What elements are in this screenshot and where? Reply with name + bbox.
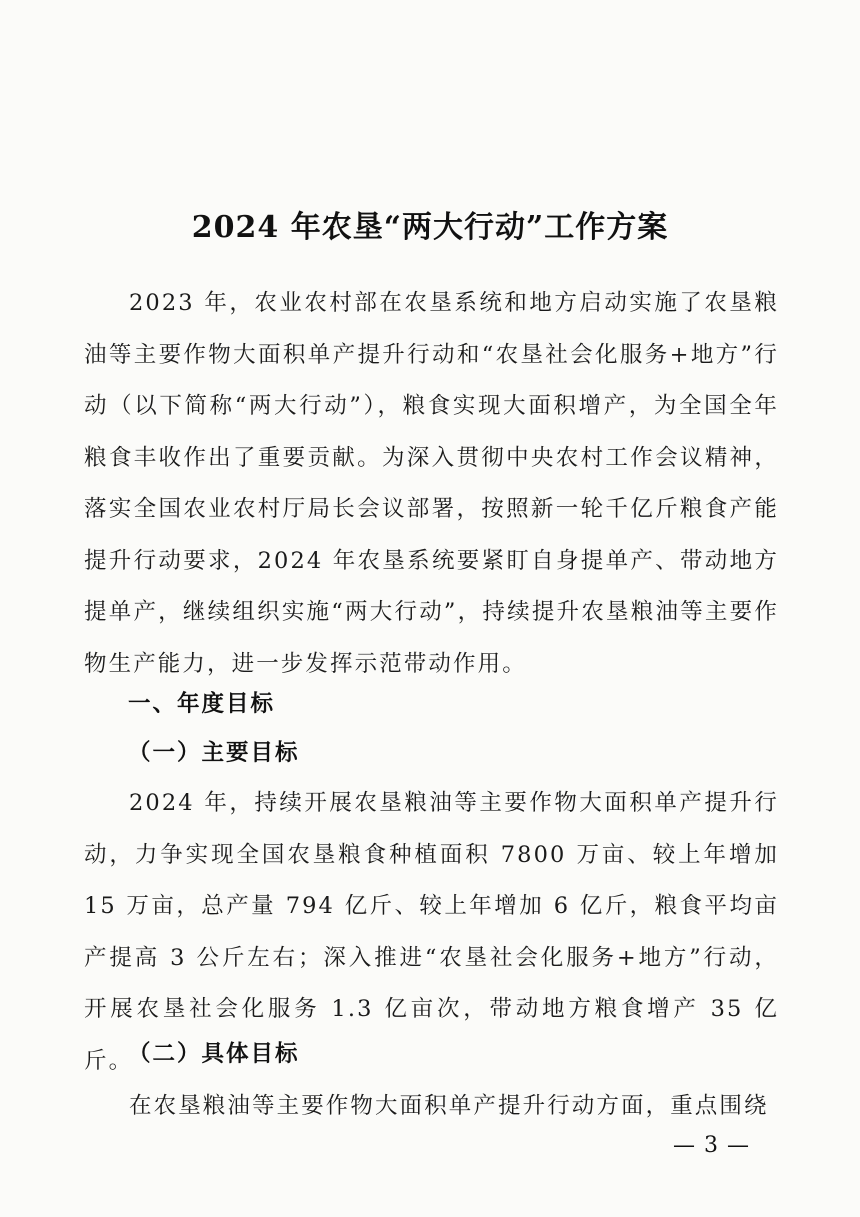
section-heading-annual-goals: 一、年度目标 bbox=[128, 691, 276, 717]
subsection-heading-main-goals: （一）主要目标 bbox=[128, 740, 300, 766]
subsection-heading-specific-goals: （二）具体目标 bbox=[128, 1041, 300, 1067]
document-title: 2024 年农垦“两大行动”工作方案 bbox=[191, 210, 669, 246]
intro-paragraph: 2023 年，农业农村部在农垦系统和地方启动实施了农垦粮油等主要作物大面积单产提升行动和“农垦社会化服务+地方”行动（以下简称“两大行动”），粮食实现大面积增产，为全国全年粮食丰收作出了重要贡献。为深入贯彻中央农村工作会议精神，落实全国农业农村厅局长会议部署，按照新一轮千亿斤粮食产能提升行动要求，2024 年农垦系统要紧盯自身提单产、带动地方提单产，继续组织实施“两大行动”，持续提升农垦粮油等主要作物生产能力，进一步发挥示范带动作用。 bbox=[84, 290, 779, 677]
page-number: — 3 — bbox=[673, 1133, 750, 1158]
main-goals-paragraph: 2024 年，持续开展农垦粮油等主要作物大面积单产提升行动，力争实现全国农垦粮食种植面积 7800 万亩、较上年增加 15 万亩，总产量 794 亿斤、较上年增加 6 亿斤，粮食平均亩产提高 3 公斤左右；深入推进“农垦社会化服务+地方”行动，开展农垦社会化服务 1.3 亿亩次，带动地方粮食增产 35 亿斤。 bbox=[84, 790, 779, 1074]
specific-goals-paragraph: 在农垦粮油等主要作物大面积单产提升行动方面，重点围绕 bbox=[129, 1093, 769, 1119]
